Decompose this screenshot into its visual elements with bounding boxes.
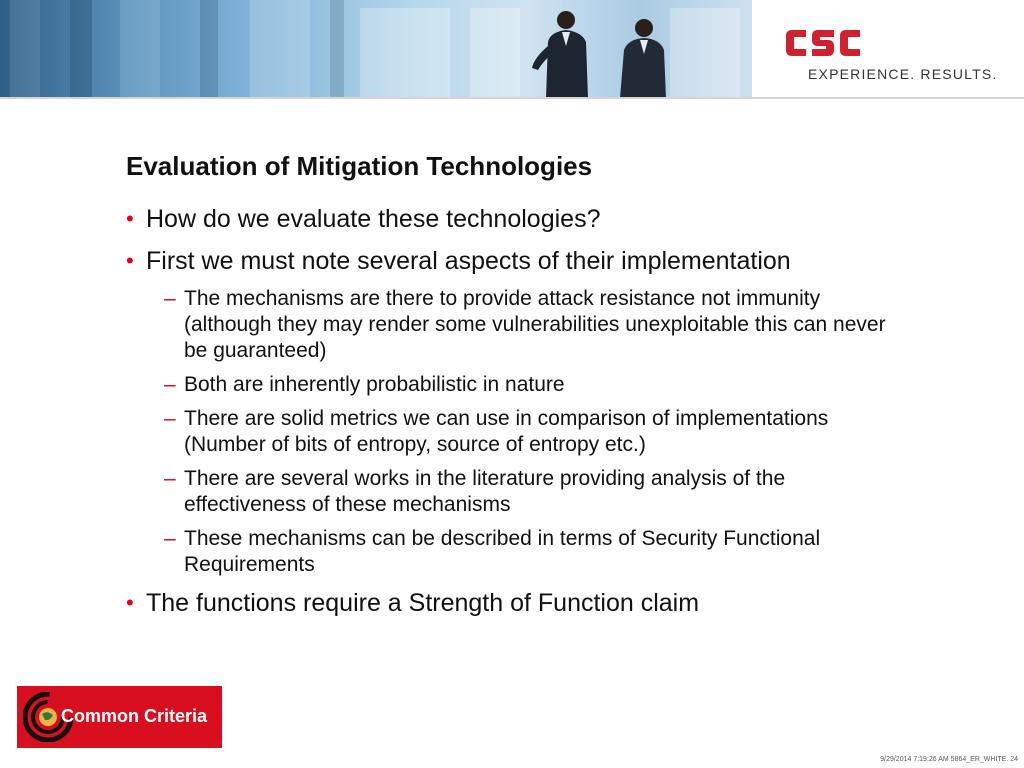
common-criteria-logo	[17, 686, 222, 748]
csc-logo	[784, 24, 862, 62]
sub-bullet-text: Both are inherently probabilistic in nature	[184, 373, 565, 396]
sub-bullet-item	[164, 406, 906, 458]
bullet-marker: •	[126, 206, 134, 231]
slide-title: Evaluation of Mitigation Technologies	[126, 151, 593, 181]
header-banner-photo	[0, 0, 752, 97]
sub-bullet-marker: –	[164, 527, 176, 550]
sub-bullet-item	[164, 526, 906, 578]
bullet-item	[126, 588, 906, 618]
sub-bullet-text: There are several works in the literature providing analysis of the effectiveness of these mechanisms	[184, 467, 786, 516]
sub-bullet-text: The mechanisms are there to provide attack resistance not immunity (although they may render some vulnerabilities unexploitable this can never be guaranteed)	[184, 287, 886, 362]
sub-bullet-item	[164, 286, 906, 364]
footer-slide-info: 9/29/2014 7:19:26 AM 5864_ER_WHITE. 24	[880, 756, 1018, 763]
header-divider	[0, 97, 1024, 99]
sub-bullet-marker: –	[164, 407, 176, 430]
bullet-marker: •	[126, 248, 134, 273]
brand-tagline: EXPERIENCE. RESULTS.	[808, 66, 998, 82]
sub-bullet-marker: –	[164, 373, 176, 396]
sub-bullet-text: These mechanisms can be described in terms of Security Functional Requirements	[184, 527, 821, 576]
sub-bullet-marker: –	[164, 467, 176, 490]
bullet-marker: •	[126, 590, 134, 615]
bullet-text: The functions require a Strength of Function claim	[146, 589, 700, 617]
bullet-item	[126, 204, 906, 234]
business-people-image	[520, 6, 680, 97]
sub-bullet-item	[164, 466, 906, 518]
slide-content	[126, 204, 906, 630]
sub-bullet-marker: –	[164, 287, 176, 310]
bullet-text: How do we evaluate these technologies?	[146, 205, 601, 233]
bullet-text: First we must note several aspects of their implementation	[146, 247, 791, 275]
sub-bullet-item	[164, 372, 906, 398]
bullet-item	[126, 246, 906, 276]
common-criteria-text: Common Criteria	[61, 706, 208, 726]
sub-bullet-text: There are solid metrics we can use in comparison of implementations (Number of bits of entropy, source of entropy etc.)	[184, 407, 829, 456]
